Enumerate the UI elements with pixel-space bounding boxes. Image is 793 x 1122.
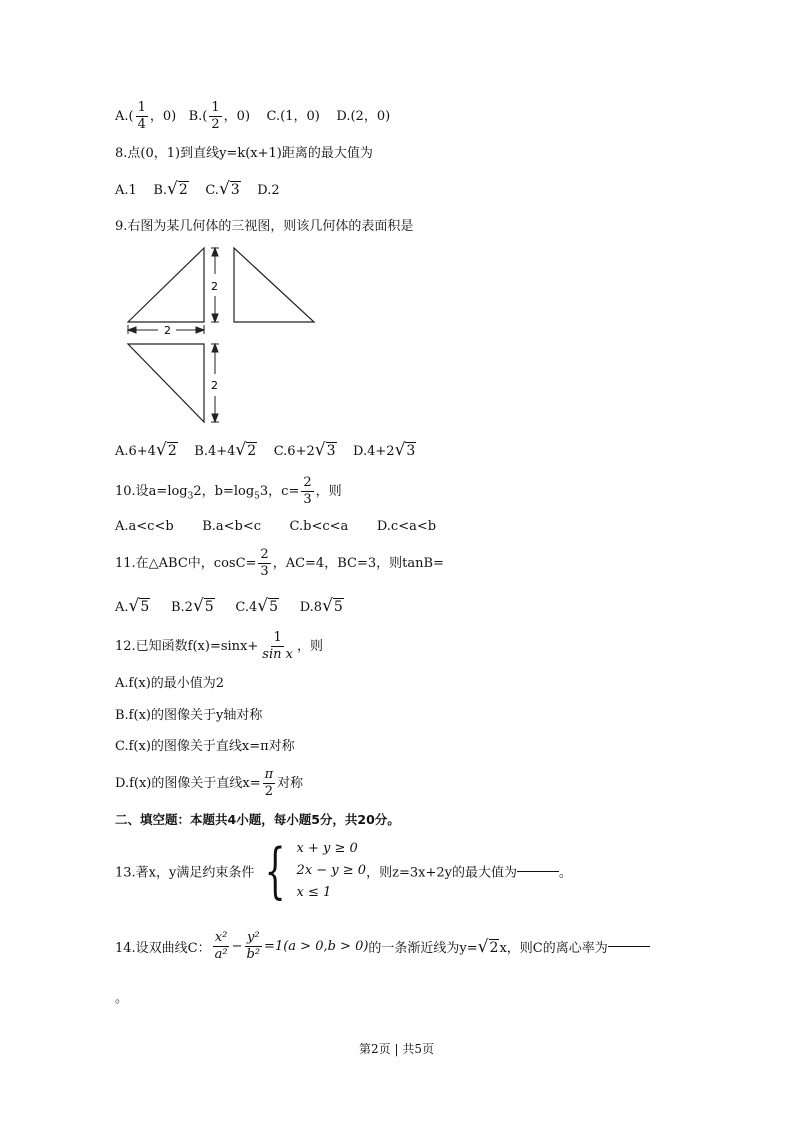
answer-blank [517,871,559,872]
q12-option-b: B.f(x)的图像关于y轴对称 [115,708,263,723]
sqrt-symbol: √2 [155,440,177,460]
sqrt-symbol: √2 [167,179,188,199]
section-heading: 二、填空题：本题共4小题，每小题5分，共20分。 [115,812,400,827]
q12-option-c: C.f(x)的图像关于直线x=π对称 [115,739,295,754]
sqrt-symbol: √5 [322,596,343,616]
answer-blank [608,946,650,947]
q10-c-fraction: $\frac{2}{3}$ [303,475,312,507]
dim-front-height: 2 [211,280,218,293]
q11-options: A.√5 B.2√5 C.4√5 D.8√5 [115,596,343,616]
q11-fraction: $\frac{2}{3}$ [260,547,269,579]
sqrt-symbol: √2 [477,936,499,957]
dim-front-width: 2 [164,324,171,337]
dim-top-height: 2 [211,379,218,392]
q12-option-d: D.f(x)的图像关于直线x= $\frac{\pi}{2}$ 对称 [115,767,304,799]
q12-option-a: A.f(x)的最小值为2 [115,676,225,691]
constraint-system: { x + y ≥ 0 2x − y ≥ 0 x ≤ 1 [264,836,367,906]
q7-option-d: D.(2，0) [336,109,391,124]
q7-option-a: A.( [115,109,134,124]
sqrt-symbol: √5 [192,596,214,616]
side-view-triangle [234,248,314,322]
q13-stem: 13.著x，y满足约束条件 { x + y ≥ 0 2x − y ≥ 0 x ≤ 1 ，则z=3x+2y的最大值为 。 [115,836,572,906]
q14-stem: 14.设双曲线C： $\frac{\text{x²}}{\text{a²}}$ − $\frac{\text{y²}}{\text{b²}}$ =1(a > 0,b > 0)的一条渐近线为y=√2x，则C的离心率为 [115,930,650,963]
page-footer: 第2页 | 共5页 [359,1042,434,1056]
q8-stem: 8.点(0，1)到直线y=k(x+1)距离的最大值为 [115,146,373,161]
sqrt-symbol: √5 [257,596,279,616]
q12-d-fraction: $\frac{\pi}{2}$ [264,767,274,799]
q8-options: A.1 B.√2 C.√3 D.2 [115,179,280,199]
sqrt-symbol: √3 [314,440,336,460]
q10-options: A.a<c<b B.a<b<c C.b<c<a D.c<a<b [115,519,437,534]
sqrt-symbol: √3 [394,440,416,460]
top-view-triangle [128,344,204,422]
q7-option-b: B.( [188,109,208,124]
q11-stem: 11.在△ABC中，cosC= $\frac{2}{3}$ ，AC=4，BC=3，则tanB= [115,547,444,579]
q12-fraction: $\frac{1}{\text{sin x}}$ [262,630,293,662]
q14-y-fraction: $\frac{\text{y²}}{\text{b²}}$ [246,930,261,962]
q12-stem: 12.已知函数f(x)=sinx+ $\frac{1}{\text{sin x}}$ ，则 [115,630,323,662]
q9-stem: 9.右图为某几何体的三视图，则该几何体的表面积是 [115,219,414,234]
q7-b-fraction: $\frac{1}{2}$ [211,100,220,132]
q7-a-fraction: $\frac{1}{4}$ [137,100,146,132]
sqrt-symbol: √5 [128,596,150,616]
q7-options: A.( $\frac{1}{4}$ ，0) B.( $\frac{1}{2}$ ，0) C.(1，0) D.(2，0) [115,100,391,132]
sqrt-symbol: √3 [218,179,240,199]
q14-x-fraction: $\frac{\text{x²}}{\text{a²}}$ [214,930,228,962]
q10-stem: 10.设$a=\log_32$，$b=\log_53$，c= $\frac{2}{3}$ ，则 [115,475,342,507]
q9-options: A.6+4√2 B.4+4√2 C.6+2√3 D.4+2√3 [115,440,416,460]
front-view-triangle [128,248,204,322]
q7-option-c: C.(1，0) [266,109,320,124]
sqrt-symbol: √2 [235,440,257,460]
three-view-diagram [120,240,330,430]
q14-end: 。 [115,991,129,1006]
